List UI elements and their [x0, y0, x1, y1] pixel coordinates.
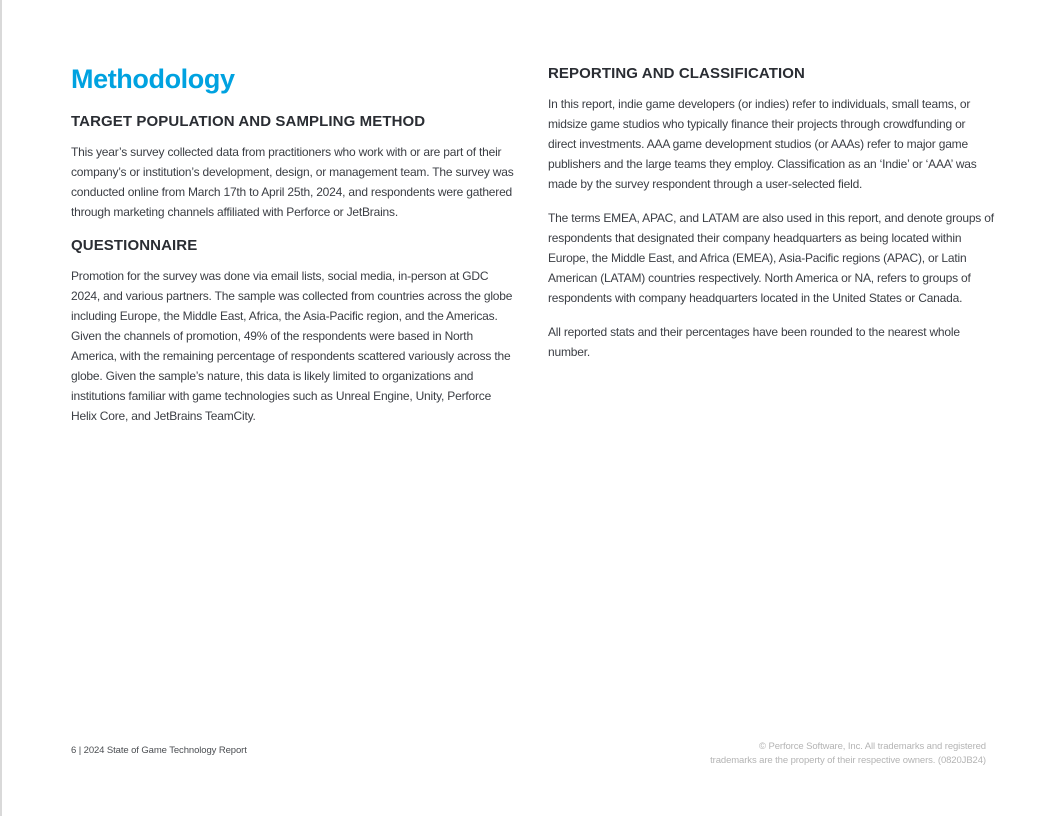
paragraph-target-population: This year’s survey collected data from practitioners who work with or are part of their company’s or institution’s development, design, or management team. The survey was conducted online from March 17th to April 25th, 2024, and respondents were gathered through marketing channels affiliated with Perforce or JetBrains.: [71, 145, 514, 219]
section-heading-target-population: TARGET POPULATION AND SAMPLING METHOD: [71, 113, 426, 130]
page-left-edge-shadow: [0, 0, 2, 816]
footer-copyright: [710, 740, 986, 768]
paragraph-region-terms: The terms EMEA, APAC, and LATAM are also used in this report, and denote groups of respondents that designated their company headquarters as being located within Europe, the Middle East, and Africa (EMEA), Asia-Pacific regions (APAC), or Latin American (LATAM) countries respectively. North America or NA, refers to groups of respondents with company headquarters located in the United States or Canada.: [548, 211, 994, 305]
section-heading-reporting-classification: REPORTING AND CLASSIFICATION: [548, 65, 805, 82]
paragraph-reporting-definitions: In this report, indie game developers (or indies) refer to individuals, small teams, or midsize game studios who typically finance their projects through crowdfunding or direct investments. AAA game development studios (or AAAs) refer to major game publishers and the large teams they employ. Classification as an ‘Indie’ or ‘AAA’ was made by the survey respondent through a user-selected field.: [548, 97, 977, 191]
page-title: Methodology: [71, 64, 235, 94]
footer-page-label: 6 | 2024 State of Game Technology Report: [71, 745, 247, 756]
paragraph-rounding-note: All reported stats and their percentages have been rounded to the nearest whole number.: [548, 325, 960, 359]
section-reporting-classification: [548, 64, 996, 362]
footer-copyright-line1: © Perforce Software, Inc. All trademarks and registered: [759, 741, 986, 752]
right-column: [548, 64, 996, 376]
section-questionnaire: [71, 236, 519, 426]
footer-copyright-line2: trademarks are the property of their respective owners. (0820JB24): [710, 755, 986, 766]
section-heading-questionnaire: QUESTIONNAIRE: [71, 237, 198, 254]
paragraph-questionnaire: Promotion for the survey was done via email lists, social media, in-person at GDC 2024, and various partners. The sample was collected from countries across the globe including Europe, the Middle East, Africa, the Asia-Pacific region, and the Americas. Given the channels of promotion, 49% of the respondents were based in North America, with the remaining percentage of respondents scattered variously across the globe. Given the sample’s nature, this data is likely limited to organizations and institutions familiar with game technologies such as Unreal Engine, Unity, Perforce Helix Core, and JetBrains TeamCity.: [71, 269, 513, 423]
section-target-population: [71, 112, 519, 222]
left-column: [71, 63, 519, 440]
